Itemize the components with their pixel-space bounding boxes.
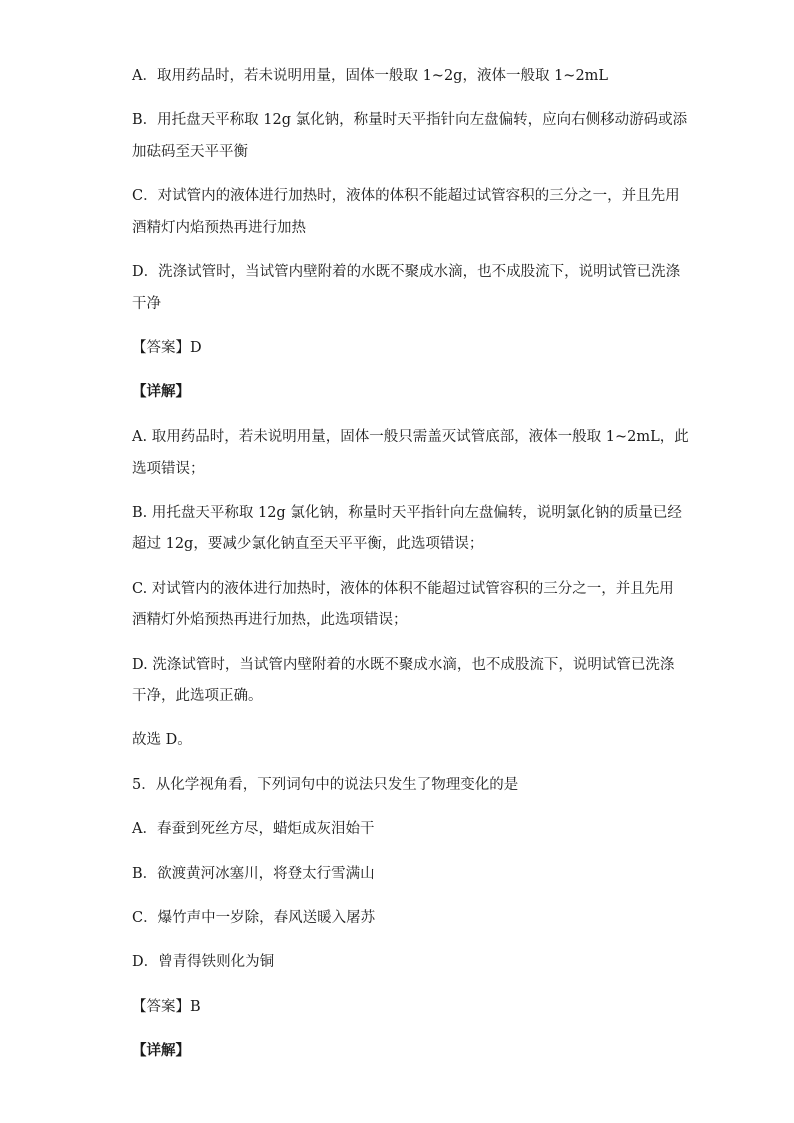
q4-option-c-line2: 酒精灯内焰预热再进行加热 <box>132 220 306 236</box>
q4-option-d-line2: 干净 <box>132 296 161 312</box>
q4-conclusion: 故选 D。 <box>132 732 192 748</box>
q4-answer: 【答案】D <box>132 340 202 356</box>
q4-option-d-line1: D．洗涤试管时，当试管内壁附着的水既不聚成水滴，也不成股流下，说明试管已洗涤 <box>132 264 681 280</box>
q4-explain-b-line2: 超过 12g，要减少氯化钠直至天平平衡，此选项错误； <box>132 536 484 552</box>
q4-option-b-line1: B．用托盘天平称取 12g 氯化钠，称量时天平指针向左盘偏转，应向右侧移动游码或添 <box>132 112 688 128</box>
q4-option-b-line2: 加砝码至天平平衡 <box>132 144 248 160</box>
q5-stem: 5．从化学视角看，下列词句中的说法只发生了物理变化的是 <box>132 777 519 793</box>
q5-explain-heading: 【详解】 <box>132 1042 190 1059</box>
q5-answer: 【答案】B <box>132 999 201 1015</box>
q4-explain-b-line1: B. 用托盘天平称取 12g 氯化钠，称量时天平指针向左盘偏转，说明氯化钠的质量已经 <box>132 505 682 521</box>
q4-explain-d-line1: D. 洗涤试管时，当试管内壁附着的水既不聚成水滴，也不成股流下，说明试管已洗涤 <box>132 657 675 673</box>
q4-option-c-line1: C．对试管内的液体进行加热时，液体的体积不能超过试管容积的三分之一，并且先用 <box>132 188 680 204</box>
q4-explain-a-line2: 选项错误； <box>132 461 205 477</box>
q5-option-d: D．曾青得铁则化为铜 <box>132 954 275 970</box>
q5-option-b: B．欲渡黄河冰塞川，将登太行雪满山 <box>132 866 375 882</box>
q5-option-a: A．春蚕到死丝方尽，蜡炬成灰泪始干 <box>132 821 375 837</box>
q5-option-c: C．爆竹声中一岁除，春风送暖入屠苏 <box>132 910 376 926</box>
q4-explain-a-line1: A. 取用药品时，若未说明用量，固体一般只需盖灭试管底部，液体一般取 1~2mL，此 <box>132 429 689 445</box>
q4-explain-heading: 【详解】 <box>132 383 190 400</box>
q4-explain-c-line1: C. 对试管内的液体进行加热时，液体的体积不能超过试管容积的三分之一，并且先用 <box>132 581 674 597</box>
q4-option-a: A．取用药品时，若未说明用量，固体一般取 1~2g，液体一般取 1~2mL <box>132 68 609 84</box>
q4-explain-c-line2: 酒精灯外焰预热再进行加热，此选项错误； <box>132 612 408 628</box>
q4-explain-d-line2: 干净，此选项正确。 <box>132 688 263 704</box>
